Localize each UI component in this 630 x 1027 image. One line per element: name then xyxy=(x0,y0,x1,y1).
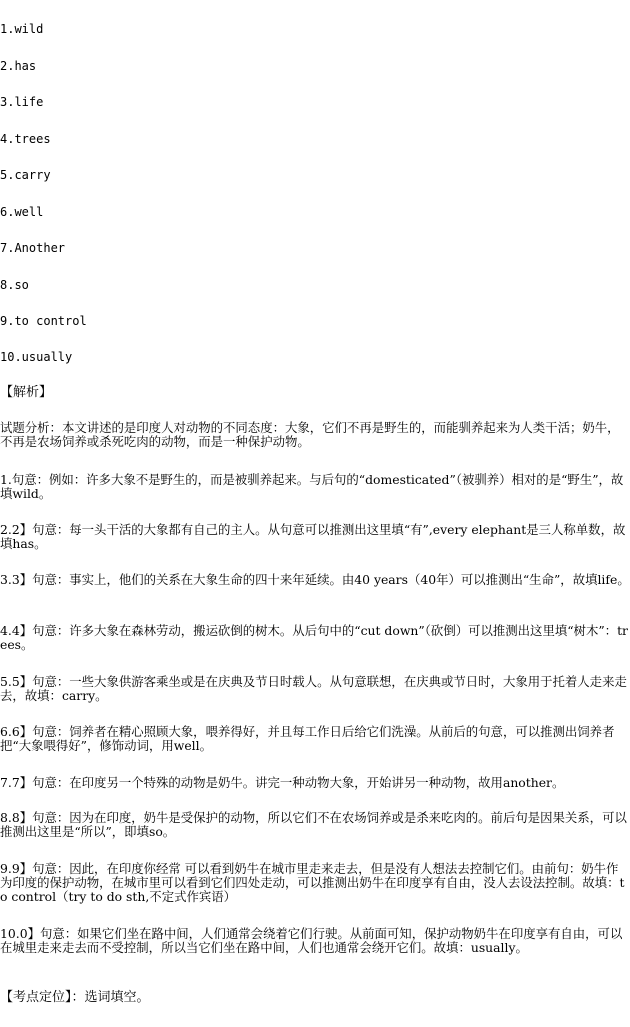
analysis-summary: 试题分析：本文讲述的是印度人对动物的不同态度：大象，它们不再是野生的，而能驯养起来为人类干活；奶牛，不再是农场饲养或杀死吃肉的动物，而是一种保护动物。 xyxy=(0,420,620,449)
answer-item: 4.trees xyxy=(0,132,51,146)
analysis-item: 10.0】句意：如果它们坐在路中间，人们通常会绕着它们行驶。从前面可知，保护动物奶牛在印度享有自由，可以在城里走来走去而不受控制，所以当它们坐在路中间，人们也通常会绕开它们。故填：usually。 xyxy=(0,926,623,955)
analysis-item: 6.6】句意：饲养者在精心照顾大象，喂养得好，并且每工作日后给它们洗澡。从前后的句意，可以推测出饲养者把“大象喂得好”，修饰动词，用well。 xyxy=(0,724,615,753)
analysis-item: 5.5】句意：一些大象供游客乘坐或是在庆典及节日时载人。从句意联想，在庆典或节日时，大象用于托着人走来走去，故填：carry。 xyxy=(0,674,627,703)
answer-item: 9.to control xyxy=(0,314,87,328)
answer-item: 2.has xyxy=(0,59,37,73)
analysis-item: 7.7】句意：在印度另一个特殊的动物是奶牛。讲完一种动物大象，开始讲另一种动物，故用another。 xyxy=(0,775,565,790)
analysis-item: 4.4】句意：许多大象在森林劳动，搬运砍倒的树木。从后句中的“cut down”（砍倒）可以推测出这里填“树木”：trees。 xyxy=(0,623,628,652)
answer-item: 1.wild xyxy=(0,22,44,36)
analysis-heading: 【解析】 xyxy=(0,385,53,400)
answer-item: 5.carry xyxy=(0,168,51,182)
answer-item: 8.so xyxy=(0,278,29,292)
analysis-item: 8.8】句意：因为在印度，奶牛是受保护的动物，所以它们不在农场饲养或是杀来吃肉的。前后句是因果关系，可以推测出这里是“所以”，即填so。 xyxy=(0,810,627,839)
answer-item: 10.usually xyxy=(0,350,73,364)
answer-item: 7.Another xyxy=(0,241,66,255)
analysis-item: 9.9】句意：因此，在印度你经常 可以看到奶牛在城市里走来走去，但是没有人想法去控制它们。由前句：奶牛作为印度的保护动物，在城市里可以看到它们四处走动，可以推测出奶牛在印度享有自由，没人去设法控制。故填：to control（try to do sth,不定式作宾语） xyxy=(0,861,625,904)
kaodian-label: 【考点定位】：选词填空。 xyxy=(0,990,150,1005)
answer-item: 6.well xyxy=(0,205,44,219)
analysis-item: 2.2】句意：每一头干活的大象都有自己的主人。从句意可以推测出这里填“有”,every elephant是三人称单数，故填has。 xyxy=(0,522,626,551)
answer-item: 3.life xyxy=(0,95,44,109)
analysis-item: 1.句意：例如：许多大象不是野生的，而是被驯养起来。与后句的“domesticated”（被驯养）相对的是“野生”，故填wild。 xyxy=(0,472,624,501)
analysis-item: 3.3】句意：事实上，他们的关系在大象生命的四十来年延续。由40 years（40年）可以推测出“生命”，故填life。 xyxy=(0,572,630,587)
